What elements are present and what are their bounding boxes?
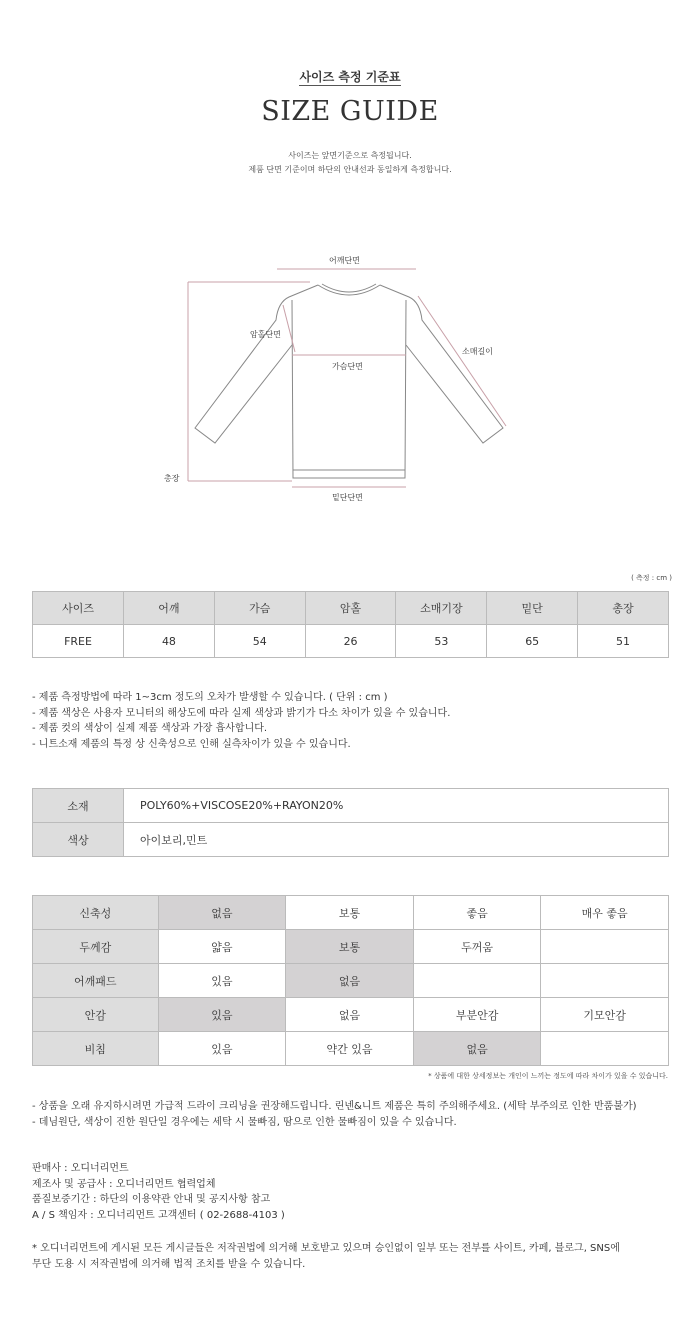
header-cell: 어깨 [124,592,215,625]
property-cell: 보통 [286,930,414,964]
label-length: 총장 [164,474,180,483]
note-line: - 데님원단, 색상이 진한 원단일 경우에는 세탁 시 물빠짐, 땀으로 인한 물빠짐이 있을 수 있습니다. [32,1116,457,1128]
intro-line-2: 제품 단면 기준이며 하단의 안내선과 동일하게 측정합니다. [248,165,452,174]
color-label: 색상 [33,823,124,857]
table-row [33,998,669,1032]
seller-line: 제조사 및 공급사 : 오디너리먼트 협력업체 [32,1178,216,1190]
property-cell [541,964,669,998]
header-cell: 암홀 [305,592,396,625]
note-line: - 제품 색상은 사용자 모니터의 해상도에 따라 실제 색상과 밝기가 다소 차이가 있을 수 있습니다. [32,707,451,719]
table-cell: FREE [33,625,124,658]
header-cell: 소매기장 [396,592,487,625]
page-title: SIZE GUIDE [261,96,439,127]
property-cell: 두꺼움 [413,930,541,964]
table-row [33,1032,669,1066]
note-line: - 상품을 오래 유지하시려면 가급적 드라이 크리닝을 권장해드립니다. 린넨&니트 제품은 특히 주의해주세요. (세탁 부주의로 인한 반품불가) [32,1101,637,1112]
table-cell: 65 [487,625,578,658]
table-row [33,964,669,998]
seller-line: 판매사 : 오디너리먼트 [32,1163,129,1174]
label-shoulder: 어깨단면 [329,256,360,265]
header-cell: 사이즈 [33,592,124,625]
table-row [33,789,669,823]
guide-lines [188,269,506,487]
properties-footnote: * 상품에 대한 상세정보는 개인이 느끼는 정도에 따라 차이가 있을 수 있습니다. [428,1072,668,1080]
measurement-notes [32,690,450,752]
property-label: 신축성 [33,896,159,930]
property-cell [541,930,669,964]
unit-label: ( 측정 : cm ) [631,574,672,582]
korean-title: 사이즈 측정 기준표 [299,70,401,84]
care-notes [32,1099,700,1130]
property-cell [413,964,541,998]
copyright-line: 무단 도용 시 저작권법에 의거해 법적 조치를 받을 수 있습니다. [32,1258,306,1270]
property-cell: 기모안감 [541,998,669,1032]
table-row [33,930,669,964]
property-cell: 부분안감 [413,998,541,1032]
property-cell: 매우 좋음 [541,896,669,930]
seller-line: A / S 책임자 : 오디너리먼트 고객센터 ( 02-2688-4103 ) [32,1209,285,1221]
property-cell: 있음 [158,998,286,1032]
label-chest: 가슴단면 [332,362,363,371]
label-hem: 밑단단면 [332,493,363,502]
table-cell: 48 [124,625,215,658]
property-cell: 없음 [158,896,286,930]
size-table [32,591,669,658]
armhole-guide-line [283,305,295,352]
seller-line: 품질보증기간 : 하단의 이용약관 안내 및 공지사항 참고 [32,1194,271,1205]
property-label: 두께감 [33,930,159,964]
header-cell: 총장 [578,592,669,625]
property-cell: 있음 [158,964,286,998]
size-table-header [33,592,669,625]
note-line: - 제품 측정방법에 따라 1~3cm 정도의 오차가 발생할 수 있습니다. ( 단위 : cm ) [32,692,388,703]
sweater-outline [195,284,503,478]
property-cell: 좋음 [413,896,541,930]
table-cell: 53 [396,625,487,658]
note-line: - 제품 컷의 색상이 실제 제품 색상과 가장 흡사합니다. [32,723,268,734]
material-label: 소재 [33,789,124,823]
property-cell: 얇음 [158,930,286,964]
property-cell: 보통 [286,896,414,930]
table-row [33,896,669,930]
table-row [33,625,669,658]
table-row [33,823,669,857]
table-cell: 54 [214,625,305,658]
seller-info [32,1161,285,1223]
label-armhole: 암홀단면 [250,330,281,339]
header-cell: 가슴 [214,592,305,625]
label-sleeve: 소매길이 [462,347,493,356]
note-line: - 니트소재 제품의 특정 상 신축성으로 인해 실측차이가 있을 수 있습니다. [32,738,351,750]
property-cell: 있음 [158,1032,286,1066]
property-cell: 없음 [286,964,414,998]
property-cell [541,1032,669,1066]
color-value: 아이보리,민트 [124,823,669,857]
header-cell: 밑단 [487,592,578,625]
property-cell: 없음 [286,998,414,1032]
table-cell: 51 [578,625,669,658]
table-cell: 26 [305,625,396,658]
material-value: POLY60%+VISCOSE20%+RAYON20% [124,789,669,823]
property-cell: 없음 [413,1032,541,1066]
intro-line-1: 사이즈는 앞면기준으로 측정됩니다. [288,151,412,160]
property-label: 안감 [33,998,159,1032]
sleeve-guide-line [418,296,506,426]
copyright-notice [32,1241,620,1272]
properties-table [32,895,669,1066]
material-table [32,788,669,857]
copyright-line: * 오디너리먼트에 게시된 모든 게시글들은 저작권법에 의거해 보호받고 있으며 승인없이 일부 또는 전부를 사이트, 카페, 블로그, SNS에 [32,1243,620,1254]
property-label: 어깨패드 [33,964,159,998]
property-label: 비침 [33,1032,159,1066]
property-cell: 약간 있음 [286,1032,414,1066]
